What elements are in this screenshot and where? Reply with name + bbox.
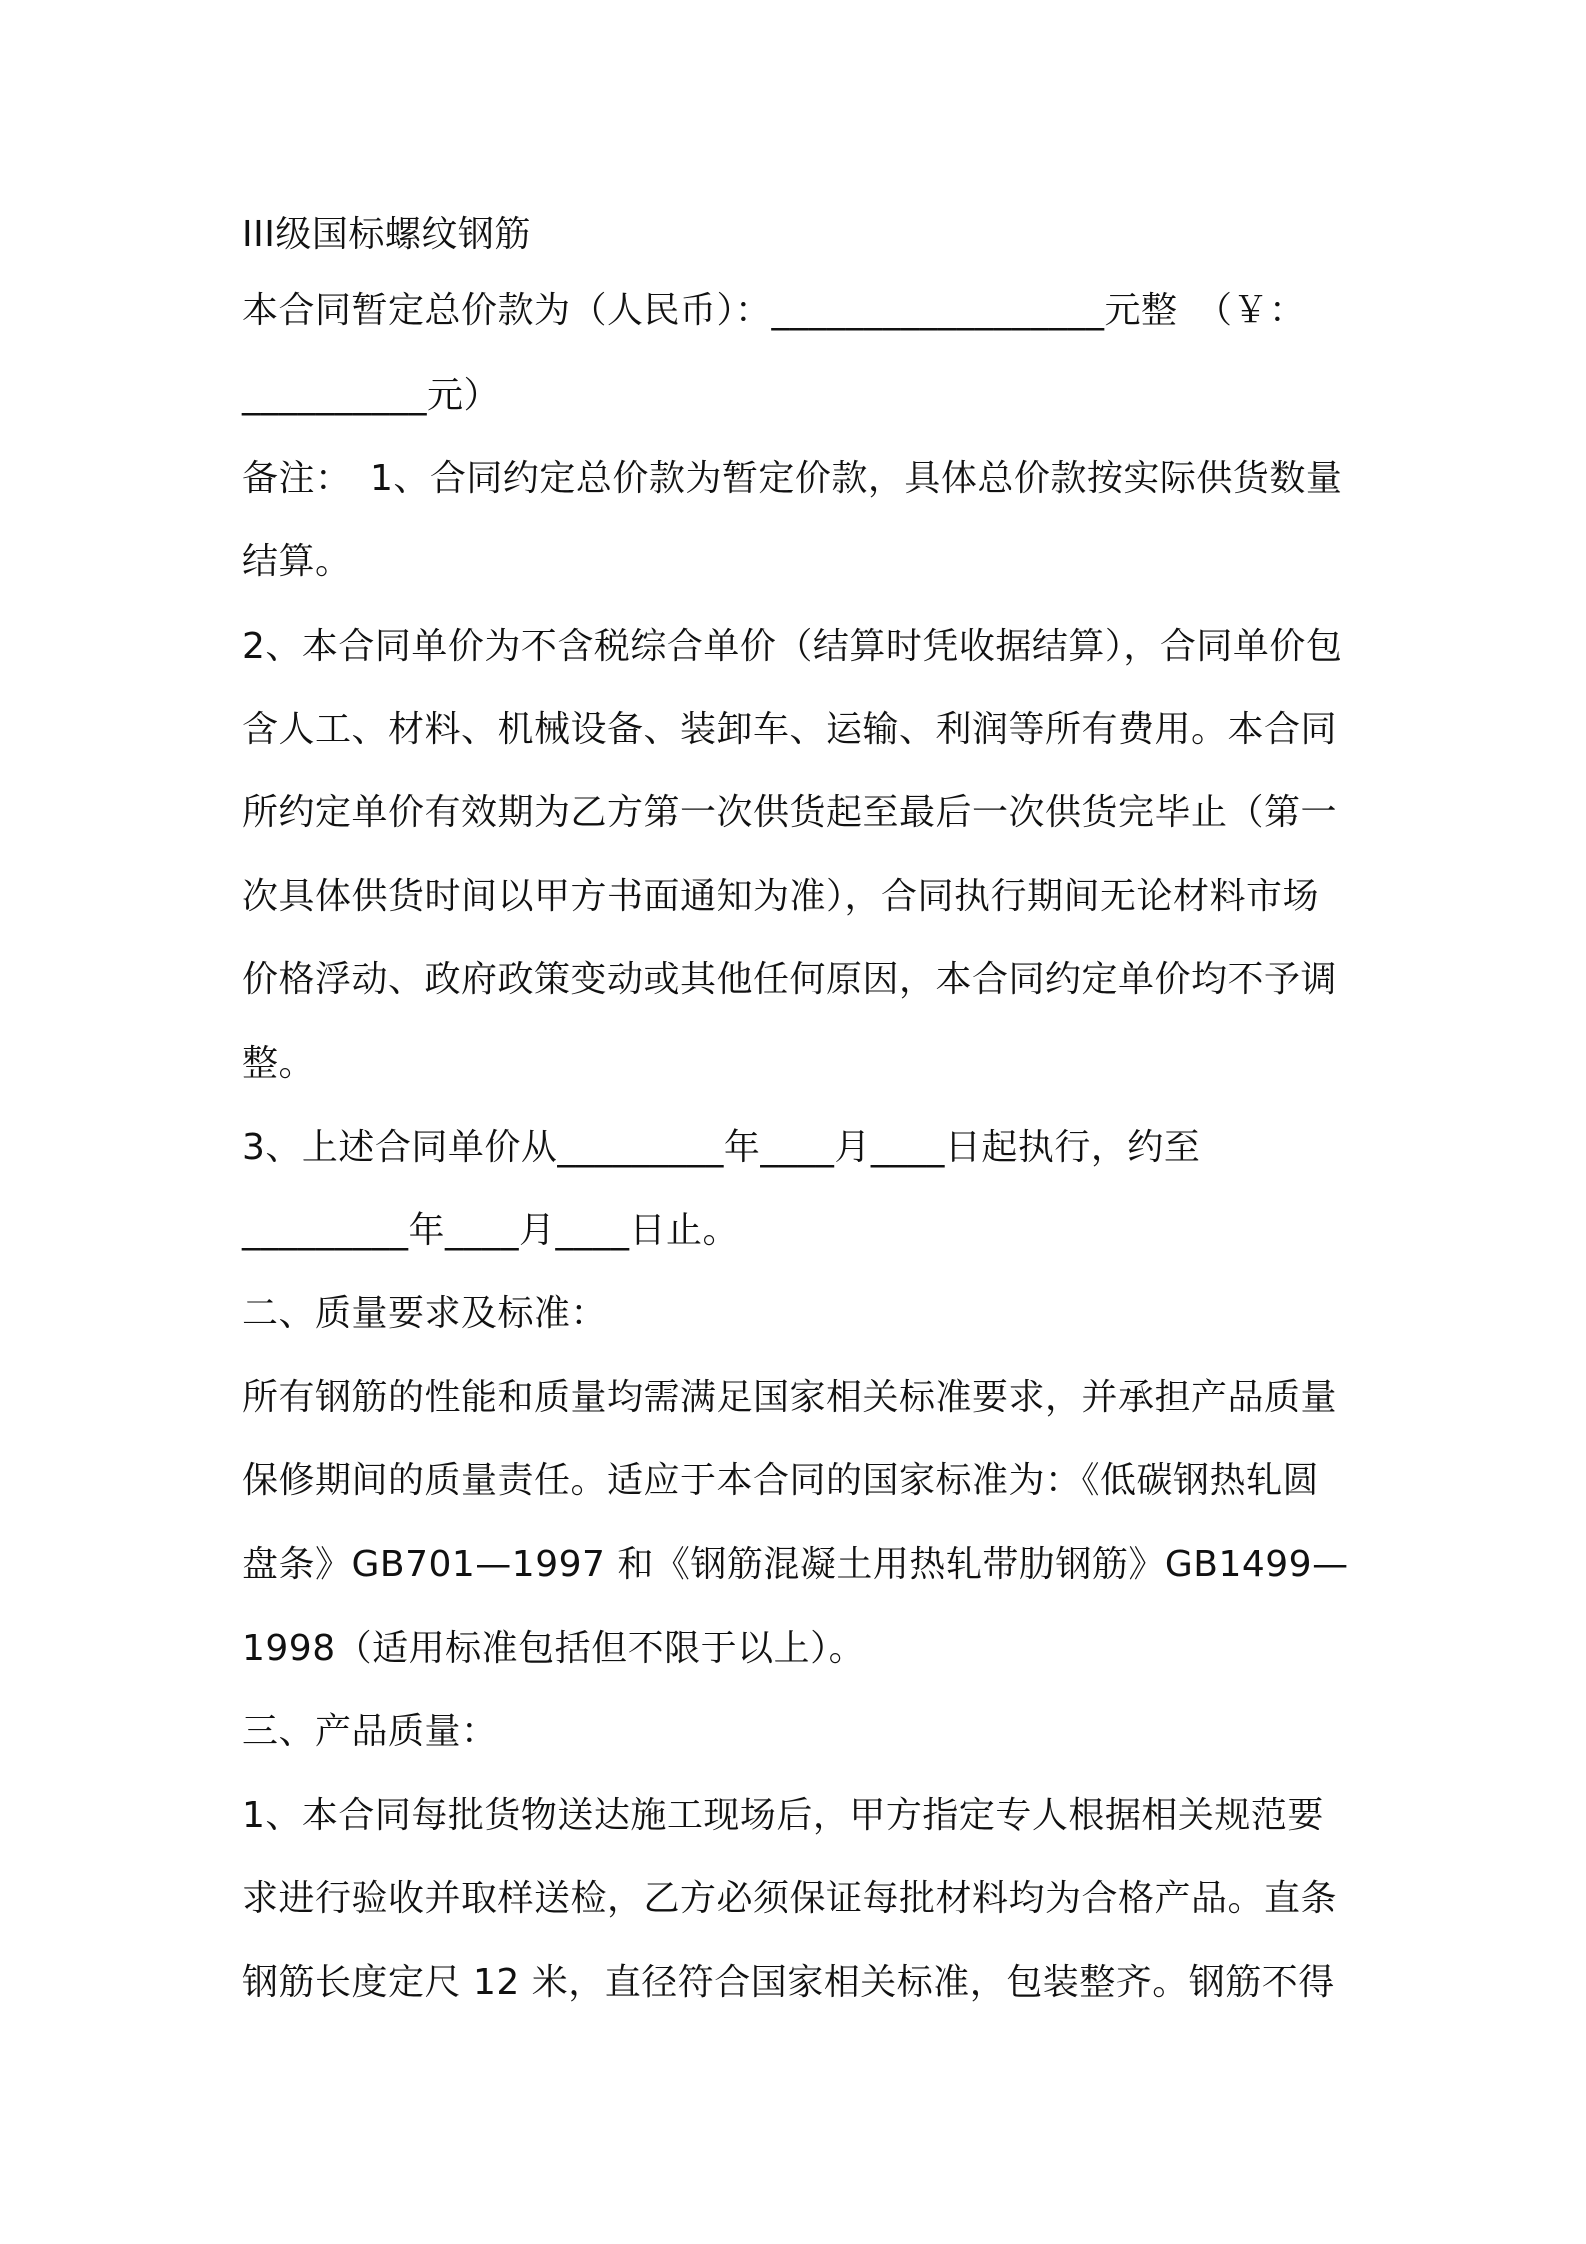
quality-line-4: 1998（适用标准包括但不限于以上）。	[242, 1628, 866, 1669]
total-price-yuan-line: __________元）	[242, 375, 501, 416]
clause-3-line-1: 3、上述合同单价从_________年____月____日起执行，约至	[242, 1127, 1201, 1168]
product-title: III级国标螺纹钢筋	[242, 214, 531, 255]
clause-3-line-2: _________年____月____日止。	[242, 1210, 740, 1251]
product-quality-line-3: 钢筋长度定尺 12 米，直径符合国家相关标准，包装整齐。钢筋不得	[242, 1962, 1335, 2003]
total-price-line: 本合同暂定总价款为（人民币）：__________________元整 （￥：	[242, 290, 1306, 331]
clause-2-line-3: 所约定单价有效期为乙方第一次供货起至最后一次供货完毕止（第一	[242, 792, 1338, 833]
section-3-heading: 三、产品质量：	[242, 1711, 498, 1752]
clause-2-line-6: 整。	[242, 1043, 316, 1084]
note-line-2: 结算。	[242, 541, 352, 582]
clause-2-line-1: 2、本合同单价为不含税综合单价（结算时凭收据结算），合同单价包	[242, 626, 1343, 667]
clause-2-line-2: 含人工、材料、机械设备、装卸车、运输、利润等所有费用。本合同	[242, 709, 1338, 750]
quality-line-2: 保修期间的质量责任。适应于本合同的国家标准为：《低碳钢热轧圆	[242, 1460, 1320, 1501]
clause-2-line-5: 价格浮动、政府政策变动或其他任何原因，本合同约定单价均不予调	[242, 959, 1338, 1000]
product-quality-line-1: 1、本合同每批货物送达施工现场后，甲方指定专人根据相关规范要	[242, 1795, 1324, 1836]
quality-line-1: 所有钢筋的性能和质量均需满足国家相关标准要求，并承担产品质量	[242, 1377, 1338, 1418]
note-line-1: 备注： 1、合同约定总价款为暂定价款，具体总价款按实际供货数量	[242, 458, 1343, 499]
section-2-heading: 二、质量要求及标准：	[242, 1293, 608, 1334]
clause-2-line-4: 次具体供货时间以甲方书面通知为准），合同执行期间无论材料市场	[242, 876, 1320, 917]
product-quality-line-2: 求进行验收并取样送检，乙方必须保证每批材料均为合格产品。直条	[242, 1878, 1338, 1919]
quality-line-3: 盘条》GB701—1997 和《钢筋混凝土用热轧带肋钢筋》GB1499—	[242, 1544, 1349, 1585]
